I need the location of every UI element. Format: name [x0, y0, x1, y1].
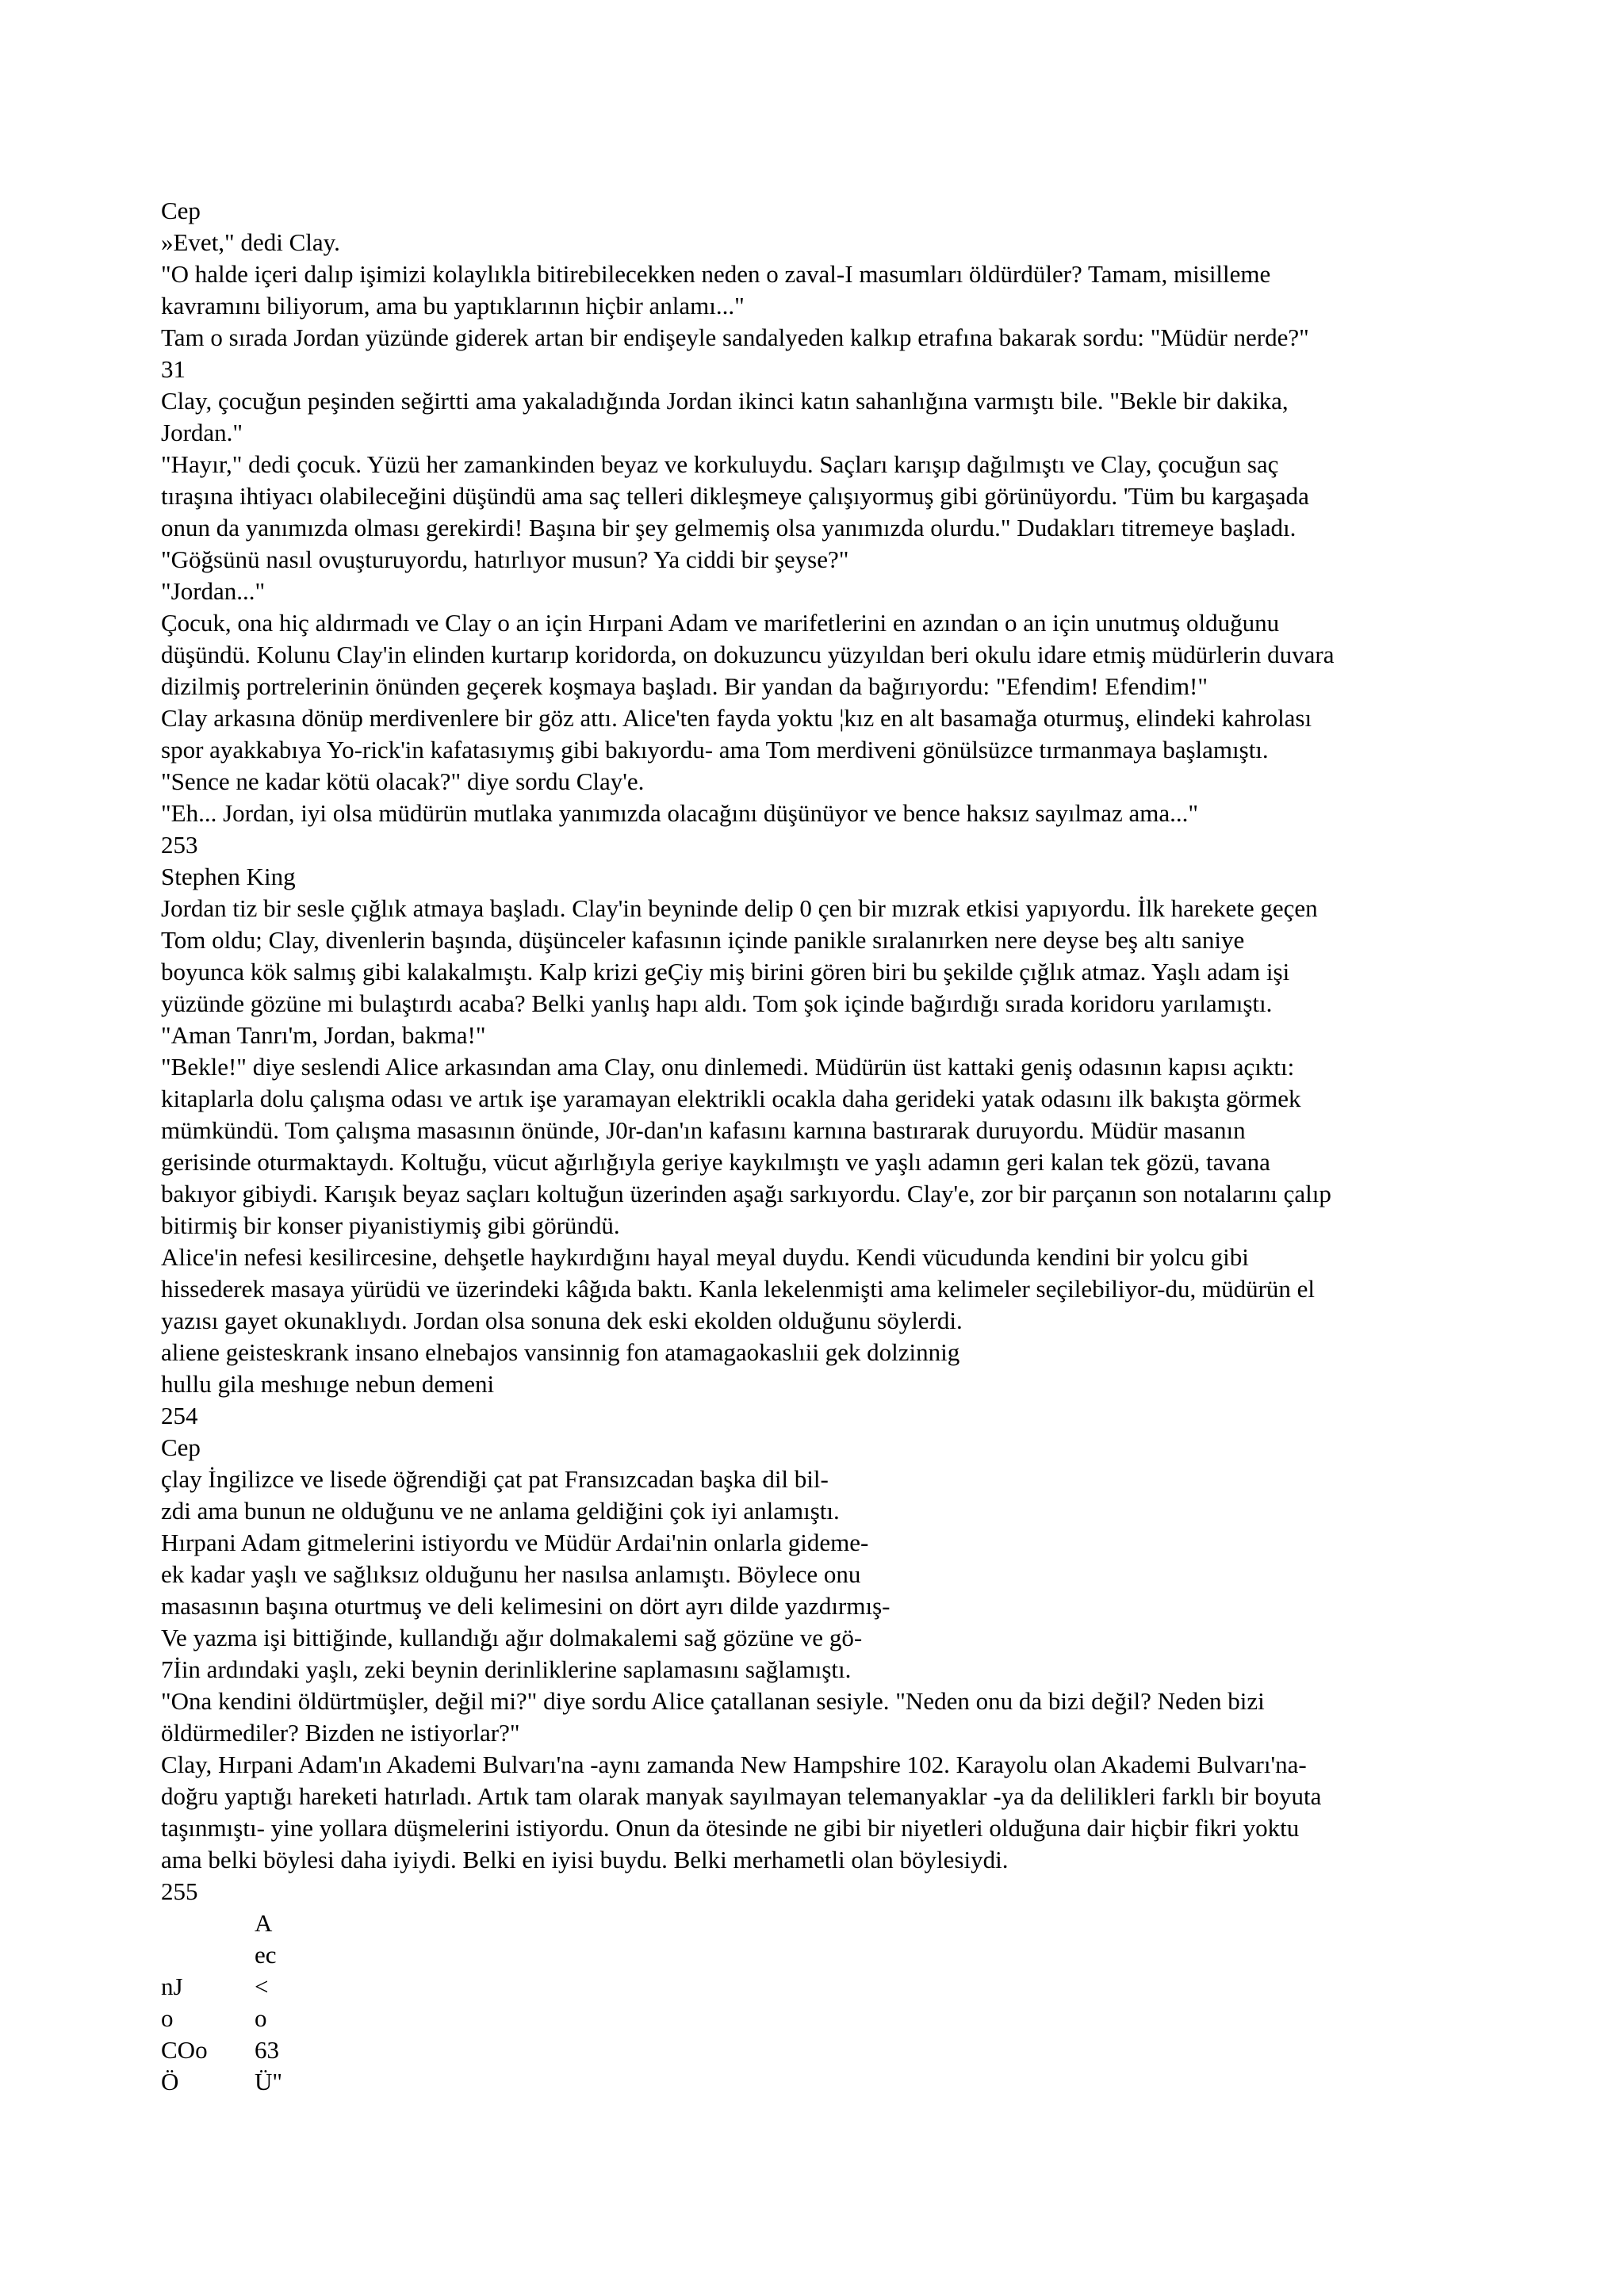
text-line: 254: [161, 1402, 198, 1429]
text-line: "Jordan...": [161, 577, 266, 605]
text-line: Stephen King: [161, 863, 296, 890]
text-line: doğru yaptığı hareketi hatırladı. Artık tam olarak manyak sayılmayan telemanyaklar -ya da delilikleri farklı bir boyuta: [161, 1782, 1322, 1810]
text-line: Clay, çocuğun peşinden seğirtti ama yakaladığında Jordan ikinci katın sahanlığına varmıştı bile. "Bekle bir dakika,: [161, 387, 1289, 415]
footer-cell: <: [255, 1973, 269, 2000]
text-line: hullu gila meshııge nebun demeni: [161, 1370, 495, 1398]
text-line: dizilmiş portrelerinin önünden geçerek koşmaya başladı. Bir yandan da bağırıyordu: "Efendim! Efendim!": [161, 672, 1208, 700]
footer-row: [161, 2003, 1517, 2034]
footer-row: [161, 1939, 1517, 1971]
footer-cell: 63: [255, 2036, 279, 2064]
footer-row: [161, 2034, 1517, 2066]
text-line: "Bekle!" diye seslendi Alice arkasından ama Clay, onu dinlemedi. Müdürün üst kattaki geniş odasının kapısı açıktı:: [161, 1053, 1295, 1081]
footer-cell: nJ: [161, 1973, 183, 2000]
footer-cell: A: [255, 1909, 273, 1937]
text-line: spor ayakkabıya Yo-rick'in kafatasıymış gibi bakıyordu- ama Tom merdiveni gönülsüzce tırmanmaya başlamıştı.: [161, 736, 1269, 763]
text-line: kavramını biliyorum, ama bu yaptıklarının hiçbir anlamı...": [161, 292, 745, 320]
text-line: düşündü. Kolunu Clay'in elinden kurtarıp koridorda, on dokuzuncu yüzyıldan beri okulu idare etmiş müdürlerin duvara: [161, 641, 1335, 668]
text-line: 7İin ardındaki yaşlı, zeki beynin derinliklerine saplamasını sağlamıştı.: [161, 1655, 852, 1683]
footer-row: [161, 1908, 1517, 1939]
text-line: yazısı gayet okunaklıydı. Jordan olsa sonuna dek eski ekolden olduğunu söylerdi.: [161, 1307, 963, 1334]
text-line: zdi ama bunun ne olduğunu ve ne anlama geldiğini çok iyi anlamıştı.: [161, 1497, 840, 1525]
text-line: hissederek masaya yürüdü ve üzerindeki kâğıda baktı. Kanla lekelenmişti ama kelimeler seçilebiliyor-du, müdürün el: [161, 1275, 1316, 1303]
text-line: çlay İngilizce ve lisede öğrendiği çat pat Fransızcadan başka dil bil-: [161, 1465, 829, 1493]
footer-cell: ec: [255, 1941, 277, 1969]
footer-table: [161, 1908, 1517, 2098]
text-line: "Göğsünü nasıl ovuşturuyordu, hatırlıyor musun? Ya ciddi bir şeyse?": [161, 545, 849, 573]
text-line: ama belki böylesi daha iyiydi. Belki en iyisi buydu. Belki merhametli olan böylesiydi.: [161, 1846, 1009, 1873]
footer-cell: [161, 1939, 255, 1971]
text-line: onun da yanımızda olması gerekirdi! Başına bir şey gelmemiş olsa yanımızda olurdu." Dudakları titremeye başladı.: [161, 514, 1297, 541]
text-line: gerisinde oturmaktaydı. Koltuğu, vücut ağırlığıyla geriye kaykılmıştı ve yaşlı adamın geri kalan tek gözü, tavana: [161, 1148, 1270, 1176]
text-line: "Eh... Jordan, iyi olsa müdürün mutlaka yanımızda olacağını düşünüyor ve bence haksız sayılmaz ama...": [161, 799, 1199, 827]
text-line: Cep: [161, 197, 201, 224]
text-line: bitirmiş bir konser piyanistiymiş gibi göründü.: [161, 1211, 620, 1239]
text-line: aliene geisteskrank insano elnebajos vansinnig fon atamagaokaslıii gek dolzinnig: [161, 1338, 960, 1366]
text-line: "Sence ne kadar kötü olacak?" diye sordu Clay'e.: [161, 767, 645, 795]
text-line: Tam o sırada Jordan yüzünde giderek artan bir endişeyle sandalyeden kalkıp etrafına bakarak sordu: "Müdür nerde?": [161, 323, 1309, 351]
footer-cell: Ö: [161, 2068, 179, 2095]
footer-cell: Ü": [255, 2068, 283, 2095]
text-line: Ve yazma işi bittiğinde, kullandığı ağır dolmakalemi sağ gözüne ve gö-: [161, 1624, 863, 1651]
text-line: Tom oldu; Clay, divenlerin başında, düşünceler kafasının içinde panikle sıralanırken nere deyse beş altı saniye: [161, 926, 1245, 954]
document-page: [161, 195, 1517, 2098]
text-line: Alice'in nefesi kesilircesine, dehşetle haykırdığını hayal meyal duydu. Kendi vücudunda kendini bir yolcu gibi: [161, 1243, 1249, 1271]
text-line: Cep: [161, 1433, 201, 1461]
text-line: Clay arkasına dönüp merdivenlere bir göz attı. Alice'ten fayda yoktu ¦kız en alt basamağa oturmuş, elindeki kahrolası: [161, 704, 1312, 732]
text-line: Jordan tiz bir sesle çığlık atmaya başladı. Clay'in beyninde delip 0 çen bir mızrak etkisi yapıyordu. İlk harekete geçen: [161, 894, 1318, 922]
text-line: "Aman Tanrı'm, Jordan, bakma!": [161, 1021, 486, 1049]
text-line: tıraşına ihtiyacı olabileceğini düşündü ama saç telleri dikleşmeye çalışıyormuş gibi görünüyordu. 'Tüm bu kargaşada: [161, 482, 1309, 510]
text-line: "Ona kendini öldürtmüşler, değil mi?" diye sordu Alice çatallanan sesiyle. "Neden onu da bizi değil? Neden bizi: [161, 1687, 1265, 1715]
text-line: mümkündü. Tom çalışma masasının önünde, J0r-dan'ın kafasını karnına bastırarak duruyordu. Müdür masanın: [161, 1116, 1246, 1144]
text-line: 31: [161, 355, 186, 383]
text-line: "Hayır," dedi çocuk. Yüzü her zamankinden beyaz ve korkuluydu. Saçları karışıp dağılmıştı ve Clay, çocuğun saç: [161, 450, 1279, 478]
text-line: masasının başına oturtmuş ve deli kelimesini on dört ayrı dilde yazdırmış-: [161, 1592, 891, 1620]
footer-row: [161, 1971, 1517, 2003]
text-line: öldürmediler? Bizden ne istiyorlar?": [161, 1719, 520, 1747]
text-line: »Evet," dedi Clay.: [161, 228, 340, 256]
text-line: yüzünde gözüne mi bulaştırdı acaba? Belki yanlış hapı aldı. Tom şok içinde bağırdığı sırada koridoru yarılamıştı.: [161, 989, 1273, 1017]
text-line: ek kadar yaşlı ve sağlıksız olduğunu her nasılsa anlamıştı. Böylece onu: [161, 1560, 861, 1588]
text-line: "O halde içeri dalıp işimizi kolaylıkla bitirebilecekken neden o zaval-I masumları öldürdüler? Tamam, misilleme: [161, 260, 1271, 288]
footer-cell: [161, 1908, 255, 1939]
text-line: Clay, Hırpani Adam'ın Akademi Bulvarı'na -aynı zamanda New Hampshire 102. Karayolu olan Akademi Bulvarı'na-: [161, 1751, 1307, 1778]
text-line: 255: [161, 1877, 198, 1905]
text-line: kitaplarla dolu çalışma odası ve artık işe yaramayan elektrikli ocakla daha gerideki yatak odasını ilk bakışta görmek: [161, 1085, 1301, 1112]
footer-row: [161, 2066, 1517, 2098]
footer-cell: o: [161, 2004, 174, 2032]
text-line: 253: [161, 831, 198, 859]
text-line: Çocuk, ona hiç aldırmadı ve Clay o an için Hırpani Adam ve marifetlerini en azından o an için unutmuş olduğunu: [161, 609, 1280, 637]
text-line: bakıyor gibiydi. Karışık beyaz saçları koltuğun üzerinden aşağı sarkıyordu. Clay'e, zor bir parçanın son notalarını çalıp: [161, 1180, 1331, 1207]
body-text: [161, 195, 1517, 1908]
text-line: boyunca kök salmış gibi kalakalmıştı. Kalp krizi geÇiy miş birini gören biri bu şekilde çığlık atmaz. Yaşlı adam işi: [161, 958, 1290, 985]
text-line: Jordan.": [161, 419, 243, 446]
text-line: taşınmıştı- yine yollara düşmelerini istiyordu. Onun da ötesinde ne gibi bir niyetleri olduğuna dair hiçbir fikri yoktu: [161, 1814, 1300, 1842]
text-line: Hırpani Adam gitmelerini istiyordu ve Müdür Ardai'nin onlarla gideme-: [161, 1529, 869, 1556]
footer-cell: o: [255, 2004, 267, 2032]
footer-cell: COo: [161, 2036, 208, 2064]
